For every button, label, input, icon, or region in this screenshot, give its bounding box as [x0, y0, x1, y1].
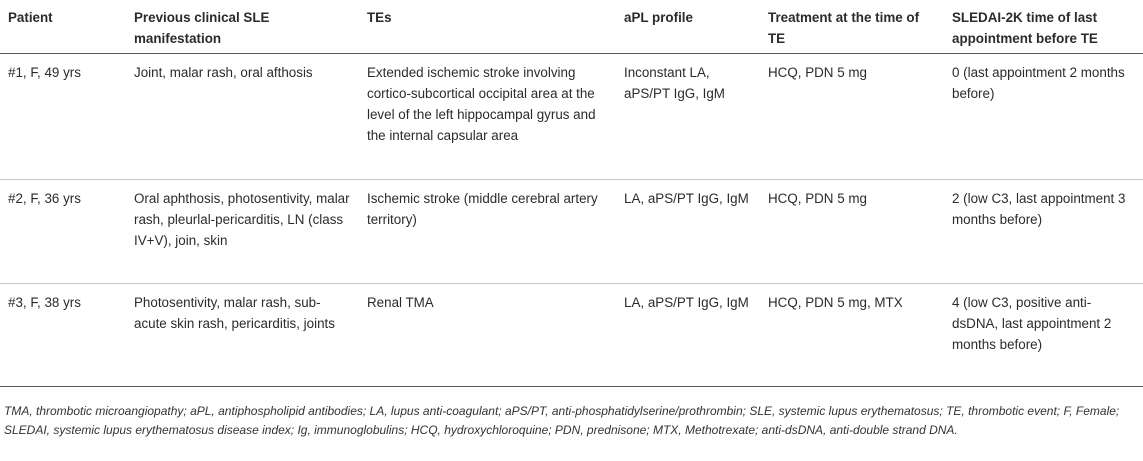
header-apl-profile: aPL profile — [616, 0, 760, 54]
table-footnote: TMA, thrombotic microangiopathy; aPL, antiphospholipid antibodies; LA, lupus anti-coagulant; aPS/PT, anti-phosphatidylserine/prothrombin; SLE, systemic lupus erythematosus; TE, thrombotic event; F, Female; SLEDAI, systemic lupus erythematosus disease index; Ig, immunoglobulins; HCQ, hydroxychloroquine; PDN, prednisone; MTX, Methotrexate; anti-dsDNA, anti-double strand DNA. — [4, 404, 1120, 437]
table-row — [0, 284, 1143, 387]
header-row — [0, 0, 1143, 54]
header-treatment: Treatment at the time of TE — [760, 0, 944, 54]
cell-sledai: 4 (low C3, positive anti-dsDNA, last appointment 2 months before) — [944, 284, 1143, 387]
header-sledai: SLEDAI-2K time of last appointment before TE — [944, 0, 1143, 54]
cell-apl: Inconstant LA, aPS/PT IgG, IgM — [616, 54, 760, 180]
cell-patient: #3, F, 38 yrs — [0, 284, 126, 387]
cell-manifestation: Oral aphthosis, photosentivity, malar rash, pleurlal-pericarditis, LN (class IV+V), join, skin — [126, 180, 359, 284]
header-tes: TEs — [359, 0, 616, 54]
cell-apl: LA, aPS/PT IgG, IgM — [616, 284, 760, 387]
table-row — [0, 54, 1143, 180]
cell-sledai: 0 (last appointment 2 months before) — [944, 54, 1143, 180]
cell-treatment: HCQ, PDN 5 mg — [760, 54, 944, 180]
header-manifestation: Previous clinical SLE manifestation — [126, 0, 359, 54]
cell-patient: #2, F, 36 yrs — [0, 180, 126, 284]
cell-manifestation: Photosentivity, malar rash, sub-acute skin rash, pericarditis, joints — [126, 284, 359, 387]
cell-sledai: 2 (low C3, last appointment 3 months before) — [944, 180, 1143, 284]
cell-treatment: HCQ, PDN 5 mg, MTX — [760, 284, 944, 387]
header-patient: Patient — [0, 0, 126, 54]
table-row — [0, 180, 1143, 284]
cell-tes: Renal TMA — [359, 284, 616, 387]
cell-tes: Ischemic stroke (middle cerebral artery territory) — [359, 180, 616, 284]
cell-apl: LA, aPS/PT IgG, IgM — [616, 180, 760, 284]
cell-treatment: HCQ, PDN 5 mg — [760, 180, 944, 284]
cell-manifestation: Joint, malar rash, oral afthosis — [126, 54, 359, 180]
cell-patient: #1, F, 49 yrs — [0, 54, 126, 180]
cell-tes: Extended ischemic stroke involving cortico-subcortical occipital area at the level of the left hippocampal gyrus and the internal capsular area — [359, 54, 616, 180]
